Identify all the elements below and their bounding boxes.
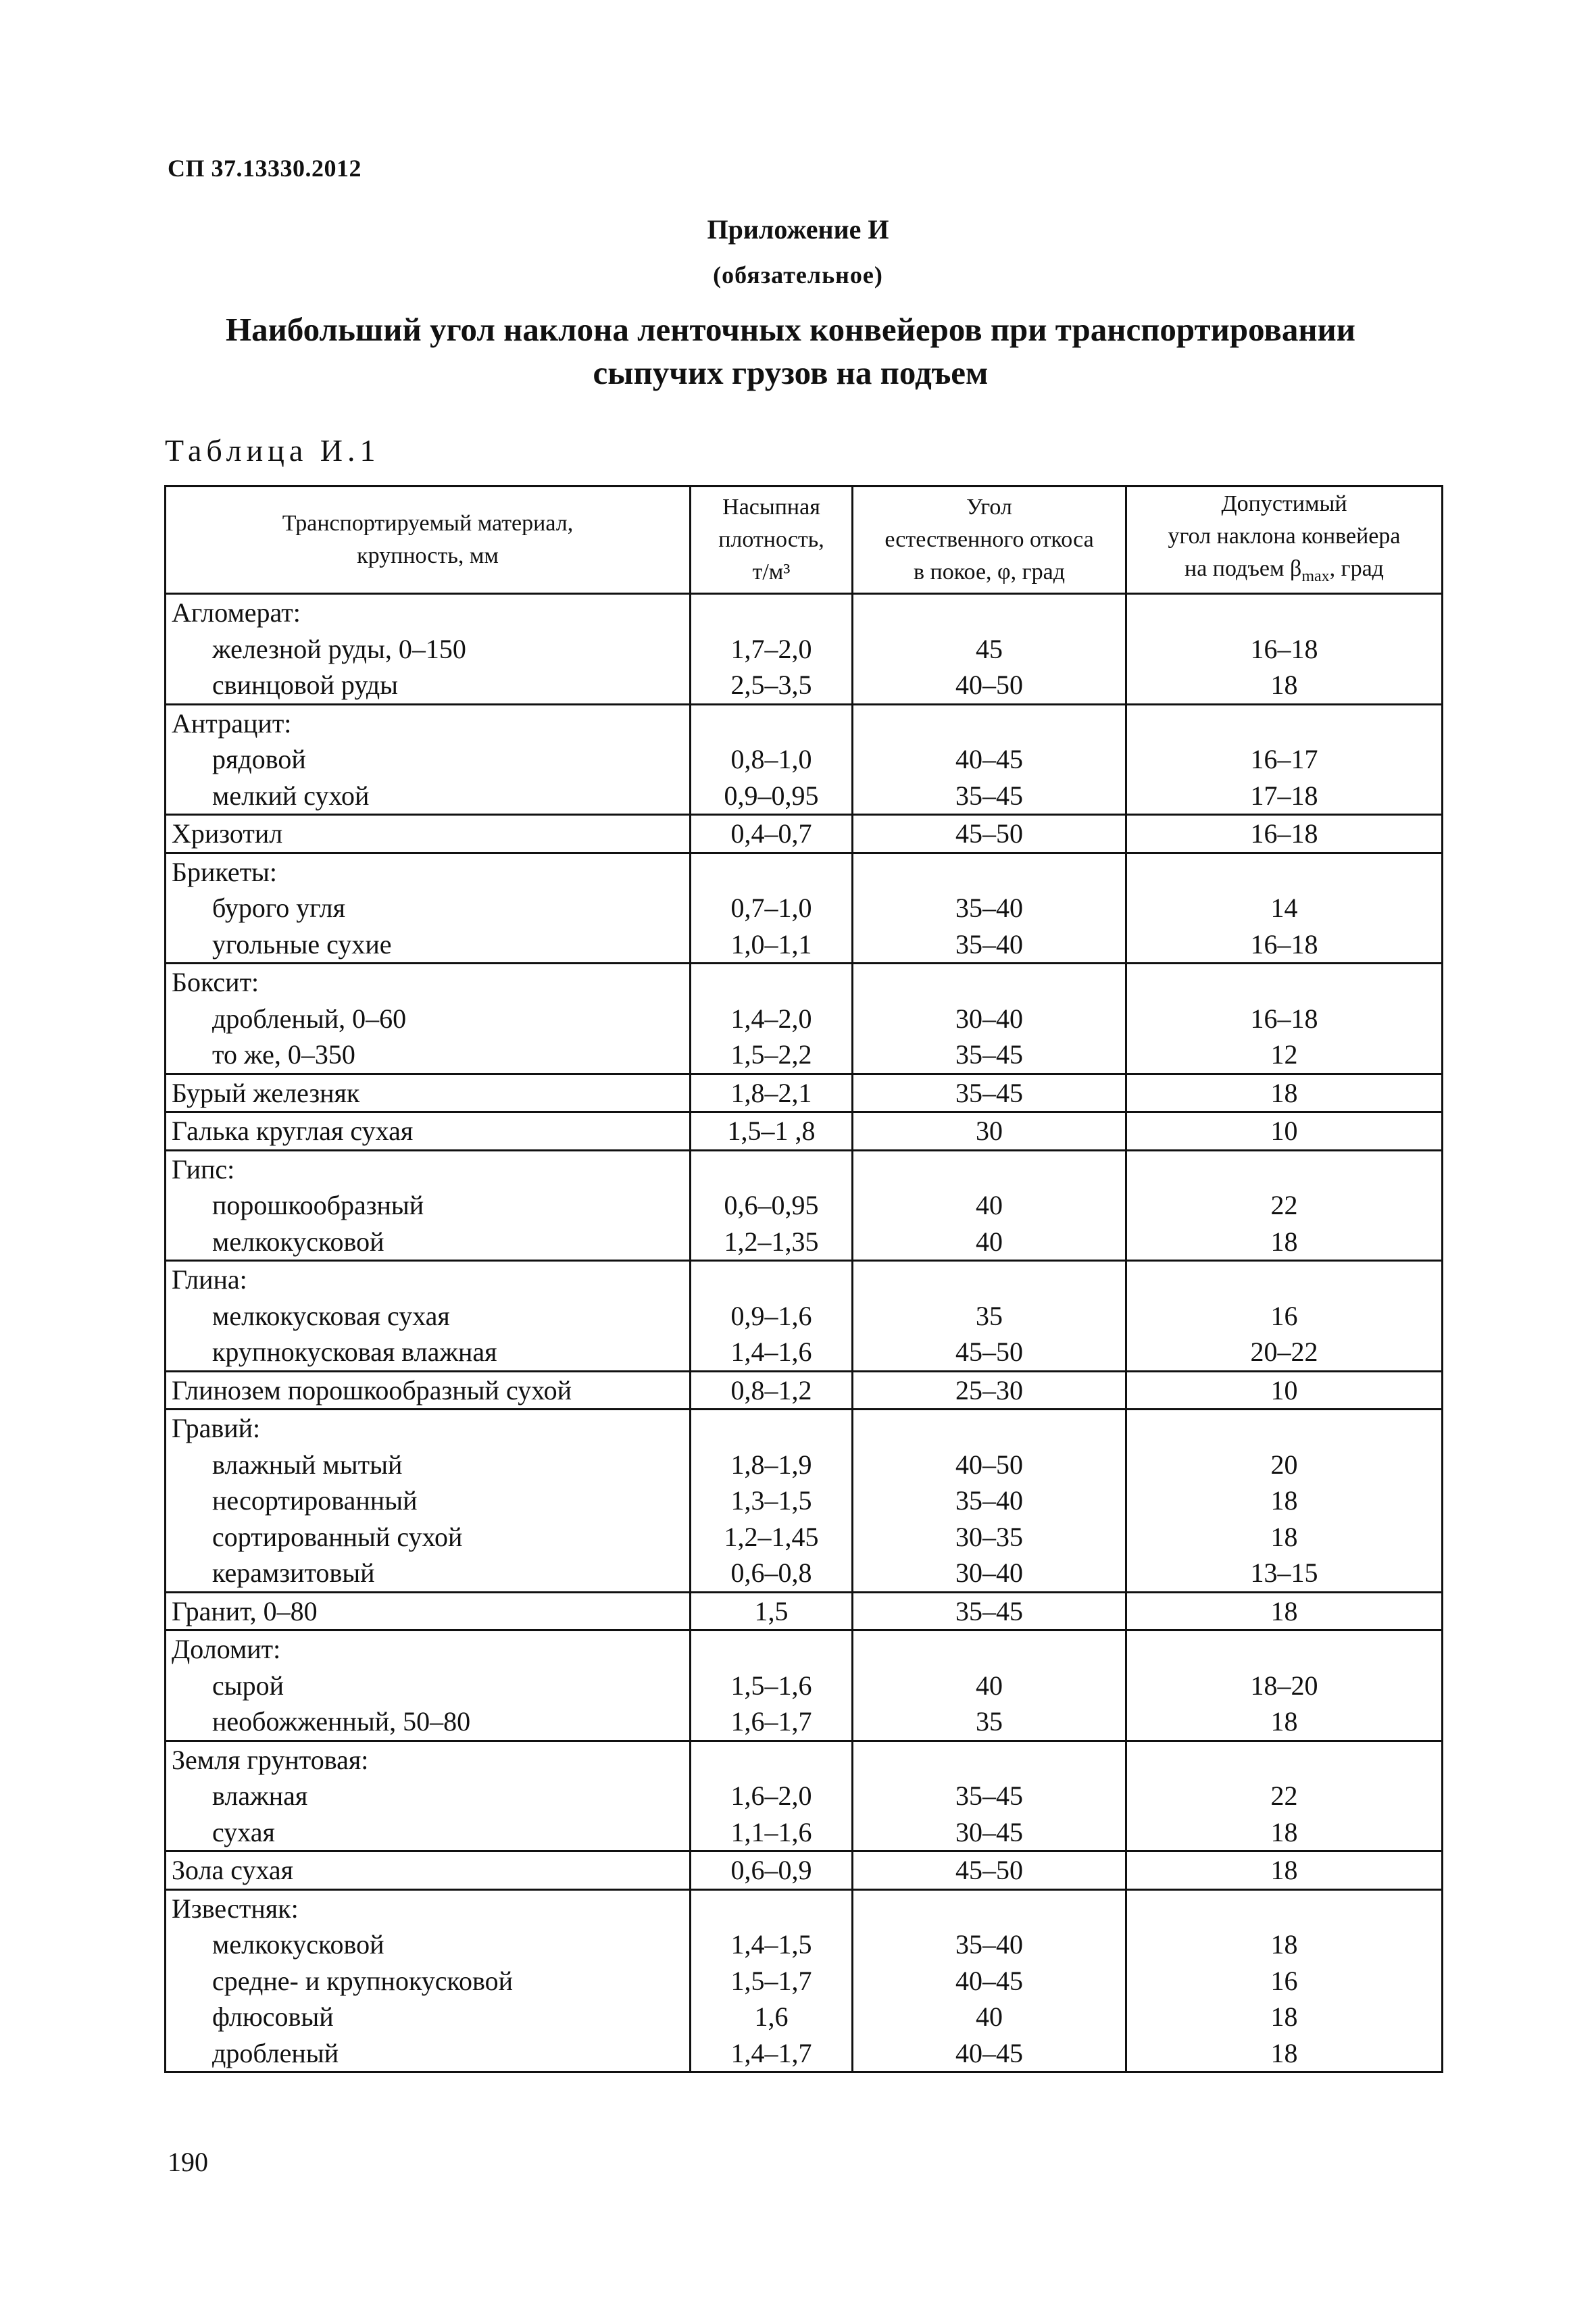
cell-line: железной руды, 0–150 xyxy=(212,633,466,664)
cell-line: 35–40 xyxy=(955,893,1023,923)
cell-line: 18 xyxy=(1270,1855,1298,1885)
density-cell xyxy=(691,1112,853,1151)
cell-line: 22 xyxy=(1270,1190,1298,1220)
cell-line: Глинозем порошкообразный сухой xyxy=(172,1374,572,1405)
header-angle-line: естественного откоса xyxy=(884,527,1094,552)
cell-line: 35–40 xyxy=(955,1485,1023,1516)
material-cell xyxy=(166,1112,691,1151)
cell-line xyxy=(691,1410,851,1447)
density-cell xyxy=(691,853,853,964)
header-density-line: т/м³ xyxy=(752,559,791,584)
cell-line: 35 xyxy=(976,1300,1003,1331)
material-cell xyxy=(166,1741,691,1851)
cell-line: 35–45 xyxy=(955,1077,1023,1108)
cell-line: свинцовой руды xyxy=(212,670,399,700)
cell-line: 1,5–1 ,8 xyxy=(727,1116,816,1146)
density-cell xyxy=(691,1074,853,1112)
cell-line: Бурый железняк xyxy=(172,1077,360,1108)
cell-line: 1,8–1,9 xyxy=(730,1449,812,1480)
cell-line: 25–30 xyxy=(955,1374,1023,1405)
cell-line: сортированный сухой xyxy=(212,1521,463,1552)
cell-line xyxy=(853,964,1125,1001)
appendix-title: Приложение И xyxy=(707,214,889,245)
cell-line: 0,6–0,9 xyxy=(730,1855,812,1885)
cell-line xyxy=(691,1151,851,1188)
cell-line: крупнокусковая влажная xyxy=(212,1337,497,1367)
incline-cell xyxy=(1126,1074,1443,1112)
density-cell xyxy=(691,1150,853,1261)
cell-line xyxy=(853,1891,1125,1927)
cell-line xyxy=(1127,1262,1441,1298)
cell-line: 18 xyxy=(1270,1816,1298,1847)
cell-line: Агломерат: xyxy=(172,597,301,628)
cell-line: 0,7–1,0 xyxy=(730,893,812,923)
cell-line: 40–50 xyxy=(955,1449,1023,1480)
header-incline xyxy=(1126,487,1443,594)
material-cell xyxy=(166,1592,691,1631)
density-cell xyxy=(691,1371,853,1410)
cell-line: керамзитовый xyxy=(212,1558,375,1588)
cell-line: рядовой xyxy=(212,744,306,774)
table-row xyxy=(166,1410,1443,1593)
cell-line: Глина: xyxy=(172,1264,247,1295)
cell-line: Боксит: xyxy=(172,967,259,997)
table-caption: Таблица И.1 xyxy=(165,433,380,468)
angle-cell xyxy=(853,964,1126,1074)
cell-line: 30–40 xyxy=(955,1558,1023,1588)
cell-line: мелкий сухой xyxy=(212,780,370,811)
density-cell xyxy=(691,1741,853,1851)
cell-line: 16–18 xyxy=(1250,818,1318,849)
main-title-line-1: Наибольший угол наклона ленточных конвейеров при транспортировании xyxy=(225,311,1356,348)
cell-line xyxy=(853,1262,1125,1298)
cell-line xyxy=(853,854,1125,891)
cell-line xyxy=(691,854,851,891)
cell-line: 30–45 xyxy=(955,1816,1023,1847)
incline-cell xyxy=(1126,1631,1443,1741)
cell-line xyxy=(1127,964,1441,1001)
material-cell xyxy=(166,1851,691,1890)
cell-line: 1,1–1,6 xyxy=(730,1816,812,1847)
header-angle-line: Угол xyxy=(966,495,1012,520)
cell-line: 18 xyxy=(1270,670,1298,700)
cell-line: 18 xyxy=(1270,1595,1298,1626)
table-row xyxy=(166,1592,1443,1631)
cell-line: 40 xyxy=(976,2001,1003,2032)
cell-line xyxy=(1127,1410,1441,1447)
material-cell xyxy=(166,1261,691,1372)
cell-line xyxy=(1127,1151,1441,1188)
cell-line: Антрацит: xyxy=(172,707,292,739)
material-cell xyxy=(166,1371,691,1410)
cell-line: 45–50 xyxy=(955,1855,1023,1885)
cell-line: 1,3–1,5 xyxy=(730,1485,812,1516)
cell-line: 35–45 xyxy=(955,780,1023,811)
cell-line: 40–45 xyxy=(955,1965,1023,1996)
cell-line xyxy=(853,1410,1125,1447)
cell-line xyxy=(691,1262,851,1298)
main-title-line-2: сыпучих грузов на подъем xyxy=(593,354,989,391)
incline-cell xyxy=(1126,1592,1443,1631)
cell-line xyxy=(853,1631,1125,1668)
cell-line: 16–17 xyxy=(1250,744,1318,774)
density-cell xyxy=(691,1889,853,2072)
cell-line: 35–45 xyxy=(955,1039,1023,1070)
table-row xyxy=(166,1371,1443,1410)
cell-line: 1,5–2,2 xyxy=(730,1039,812,1070)
angle-cell xyxy=(853,1631,1126,1741)
table-row xyxy=(166,704,1443,815)
cell-line: 10 xyxy=(1270,1374,1298,1405)
angle-cell xyxy=(853,1371,1126,1410)
cell-line: 0,6–0,8 xyxy=(730,1558,812,1588)
incline-cell xyxy=(1126,594,1443,705)
cell-line: дробленый xyxy=(212,2037,339,2068)
table-row xyxy=(166,1631,1443,1741)
table-body xyxy=(166,594,1443,2072)
incline-cell xyxy=(1126,1112,1443,1151)
cell-line: средне- и крупнокусковой xyxy=(212,1965,513,1996)
cell-line: 30–35 xyxy=(955,1521,1023,1552)
cell-line xyxy=(1127,854,1441,891)
header-angle xyxy=(853,487,1126,594)
cell-line: 1,4–1,5 xyxy=(730,1929,812,1960)
density-cell xyxy=(691,1851,853,1890)
cell-line: 30 xyxy=(976,1116,1003,1146)
cell-line: Галька круглая сухая xyxy=(172,1116,414,1146)
angle-cell xyxy=(853,1851,1126,1890)
header-incline-text: на подъем β xyxy=(1184,555,1302,581)
cell-line: 20–22 xyxy=(1250,1337,1318,1367)
cell-line: 18 xyxy=(1270,1485,1298,1516)
incline-cell xyxy=(1126,815,1443,853)
cell-line: 1,0–1,1 xyxy=(730,928,812,960)
cell-line: Известняк: xyxy=(172,1893,299,1924)
cell-line: 2,5–3,5 xyxy=(730,670,812,700)
cell-line xyxy=(1127,595,1441,631)
cell-line: 30–40 xyxy=(955,1003,1023,1034)
cell-line: 40–50 xyxy=(955,670,1023,700)
table-row xyxy=(166,815,1443,853)
cell-line: 35–40 xyxy=(955,1929,1023,1960)
cell-line: 10 xyxy=(1270,1116,1298,1146)
cell-line: 16–18 xyxy=(1250,633,1318,664)
cell-line: несортированный xyxy=(212,1485,418,1516)
cell-line: 1,6–2,0 xyxy=(730,1781,812,1811)
density-cell xyxy=(691,1261,853,1372)
cell-line: 1,2–1,45 xyxy=(724,1521,819,1552)
cell-line: 13–15 xyxy=(1250,1558,1318,1588)
cell-line xyxy=(853,1742,1125,1778)
header-angle-line: в покое, φ, град xyxy=(913,559,1065,584)
angle-cell xyxy=(853,1410,1126,1593)
cell-line: 35–45 xyxy=(955,1781,1023,1811)
table-row xyxy=(166,1074,1443,1112)
cell-line: 40 xyxy=(976,1190,1003,1220)
cell-line: 18 xyxy=(1270,1929,1298,1960)
material-cell xyxy=(166,1631,691,1741)
cell-line: 0,9–1,6 xyxy=(730,1300,812,1331)
cell-line: 16 xyxy=(1270,1965,1298,1996)
density-cell xyxy=(691,1410,853,1593)
header-density-line: плотность, xyxy=(718,527,824,552)
cell-line: мелкокусковой xyxy=(212,1226,384,1257)
cell-line: 16–18 xyxy=(1250,928,1318,960)
cell-line: 45 xyxy=(976,633,1003,664)
density-cell xyxy=(691,594,853,705)
document-code: СП 37.13330.2012 xyxy=(168,155,361,182)
cell-line: 0,4–0,7 xyxy=(730,818,812,849)
table-row xyxy=(166,1741,1443,1851)
angle-cell xyxy=(853,1112,1126,1151)
material-cell xyxy=(166,1074,691,1112)
cell-line: 40 xyxy=(976,1670,1003,1701)
cell-line xyxy=(1127,1742,1441,1778)
cell-line: 40–45 xyxy=(955,2037,1023,2068)
cell-line: флюсовый xyxy=(212,2001,334,2032)
cell-line xyxy=(1127,705,1441,742)
cell-line xyxy=(691,964,851,1001)
cell-line: Гипс: xyxy=(172,1153,235,1185)
cell-line: 1,5–1,7 xyxy=(730,1965,812,1996)
cell-line: 0,6–0,95 xyxy=(724,1190,819,1220)
cell-line: мелкокусковая сухая xyxy=(212,1300,450,1331)
cell-line xyxy=(1127,1631,1441,1668)
cell-line xyxy=(853,705,1125,742)
header-incline-subscript: max xyxy=(1301,567,1330,585)
cell-line: 18–20 xyxy=(1250,1670,1318,1701)
cell-line: 18 xyxy=(1270,1226,1298,1257)
cell-line: 40 xyxy=(976,1226,1003,1257)
cell-line: 0,9–0,95 xyxy=(724,780,819,811)
material-cell xyxy=(166,594,691,705)
material-cell xyxy=(166,704,691,815)
incline-cell xyxy=(1126,853,1443,964)
angle-cell xyxy=(853,1741,1126,1851)
cell-line: 35–40 xyxy=(955,928,1023,960)
cell-line: 20 xyxy=(1270,1449,1298,1480)
cell-line: Доломит: xyxy=(172,1634,281,1664)
angle-cell xyxy=(853,853,1126,964)
cell-line: 1,2–1,35 xyxy=(724,1226,819,1257)
cell-line: 1,8–2,1 xyxy=(730,1077,812,1108)
cell-line: 45–50 xyxy=(955,1337,1023,1367)
cell-line: 1,4–2,0 xyxy=(730,1003,812,1034)
material-cell xyxy=(166,1150,691,1261)
density-cell xyxy=(691,1592,853,1631)
cell-line: 18 xyxy=(1270,1706,1298,1737)
material-cell xyxy=(166,964,691,1074)
cell-line: Гранит, 0–80 xyxy=(172,1595,318,1626)
header-incline-line: угол наклона конвейера xyxy=(1168,523,1401,549)
material-cell xyxy=(166,1410,691,1593)
cell-line: 18 xyxy=(1270,1521,1298,1552)
cell-line: 35 xyxy=(976,1706,1003,1737)
cell-line: дробленый, 0–60 xyxy=(212,1003,407,1034)
cell-line: Гравий: xyxy=(172,1413,261,1443)
header-material-line: Транспортируемый материал, xyxy=(282,511,574,536)
cell-line: 18 xyxy=(1270,1077,1298,1108)
incline-cell xyxy=(1126,1150,1443,1261)
cell-line: мелкокусковой xyxy=(212,1929,384,1960)
table-row xyxy=(166,1150,1443,1261)
angle-cell xyxy=(853,1150,1126,1261)
cell-line: Хризотил xyxy=(172,818,283,849)
table-row xyxy=(166,1889,1443,2072)
cell-line: 1,7–2,0 xyxy=(730,633,812,664)
cell-line: 16 xyxy=(1270,1300,1298,1331)
cell-line: 1,6–1,7 xyxy=(730,1706,812,1737)
incline-cell xyxy=(1126,704,1443,815)
cell-line: Зола сухая xyxy=(172,1855,294,1885)
cell-line: 1,6 xyxy=(754,2001,789,2032)
table-row xyxy=(166,1112,1443,1151)
incline-cell xyxy=(1126,1889,1443,2072)
table-row xyxy=(166,594,1443,705)
cell-line: угольные сухие xyxy=(212,928,392,960)
table-row xyxy=(166,1261,1443,1372)
cell-line xyxy=(691,595,851,631)
incline-cell xyxy=(1126,1741,1443,1851)
cell-line: 1,4–1,7 xyxy=(730,2037,812,2068)
cell-line: Земля грунтовая: xyxy=(172,1744,369,1775)
cell-line: 40–45 xyxy=(955,744,1023,774)
cell-line: 1,4–1,6 xyxy=(730,1337,812,1367)
header-incline-text: , град xyxy=(1329,555,1384,581)
density-cell xyxy=(691,1631,853,1741)
density-cell xyxy=(691,704,853,815)
cell-line: 35–45 xyxy=(955,1595,1023,1626)
density-cell xyxy=(691,964,853,1074)
table-row xyxy=(166,853,1443,964)
cell-line xyxy=(853,595,1125,631)
cell-line: 18 xyxy=(1270,2037,1298,2068)
angle-cell xyxy=(853,704,1126,815)
cell-line: 12 xyxy=(1270,1039,1298,1070)
material-cell xyxy=(166,815,691,853)
header-row xyxy=(166,487,1443,594)
cell-line: 16–18 xyxy=(1250,1003,1318,1034)
angle-cell xyxy=(853,594,1126,705)
header-incline-line xyxy=(1127,553,1441,593)
cell-line: 1,5–1,6 xyxy=(730,1670,812,1701)
cell-line: сырой xyxy=(212,1670,284,1701)
cell-line xyxy=(1127,1891,1441,1927)
main-title xyxy=(135,308,1446,395)
cell-line: 0,8–1,2 xyxy=(730,1374,812,1405)
table-row xyxy=(166,964,1443,1074)
appendix-status: (обязательное) xyxy=(713,262,883,289)
cell-line xyxy=(853,1151,1125,1188)
incline-cell xyxy=(1126,1851,1443,1890)
cell-line: сухая xyxy=(212,1816,275,1847)
angle-cell xyxy=(853,1261,1126,1372)
cell-line: 14 xyxy=(1270,893,1298,923)
cell-line: 18 xyxy=(1270,2001,1298,2032)
data-table xyxy=(164,485,1443,2073)
cell-line: порошкообразный xyxy=(212,1190,424,1220)
angle-cell xyxy=(853,815,1126,853)
cell-line: 1,5 xyxy=(754,1595,789,1626)
angle-cell xyxy=(853,1074,1126,1112)
cell-line: 17–18 xyxy=(1250,780,1318,811)
cell-line xyxy=(691,705,851,742)
header-material xyxy=(166,487,691,594)
density-cell xyxy=(691,815,853,853)
incline-cell xyxy=(1126,964,1443,1074)
header-material-line: крупность, мм xyxy=(357,543,499,568)
cell-line xyxy=(691,1891,851,1927)
cell-line: то же, 0–350 xyxy=(212,1039,355,1070)
cell-line: 0,8–1,0 xyxy=(730,744,812,774)
cell-line xyxy=(691,1631,851,1668)
incline-cell xyxy=(1126,1371,1443,1410)
incline-cell xyxy=(1126,1410,1443,1593)
header-density xyxy=(691,487,853,594)
cell-line: 22 xyxy=(1270,1781,1298,1811)
cell-line: необожженный, 50–80 xyxy=(212,1706,471,1737)
cell-line: влажная xyxy=(212,1781,308,1811)
material-cell xyxy=(166,1889,691,2072)
cell-line: бурого угля xyxy=(212,893,345,923)
cell-line: 45–50 xyxy=(955,818,1023,849)
angle-cell xyxy=(853,1889,1126,2072)
cell-line: влажный мытый xyxy=(212,1449,403,1480)
header-density-line: Насыпная xyxy=(722,495,820,520)
cell-line: Брикеты: xyxy=(172,856,278,887)
incline-cell xyxy=(1126,1261,1443,1372)
table-row xyxy=(166,1851,1443,1890)
material-cell xyxy=(166,853,691,964)
cell-line xyxy=(691,1742,851,1778)
page-number: 190 xyxy=(168,2147,208,2177)
angle-cell xyxy=(853,1592,1126,1631)
header-incline-line: Допустимый xyxy=(1221,491,1347,516)
